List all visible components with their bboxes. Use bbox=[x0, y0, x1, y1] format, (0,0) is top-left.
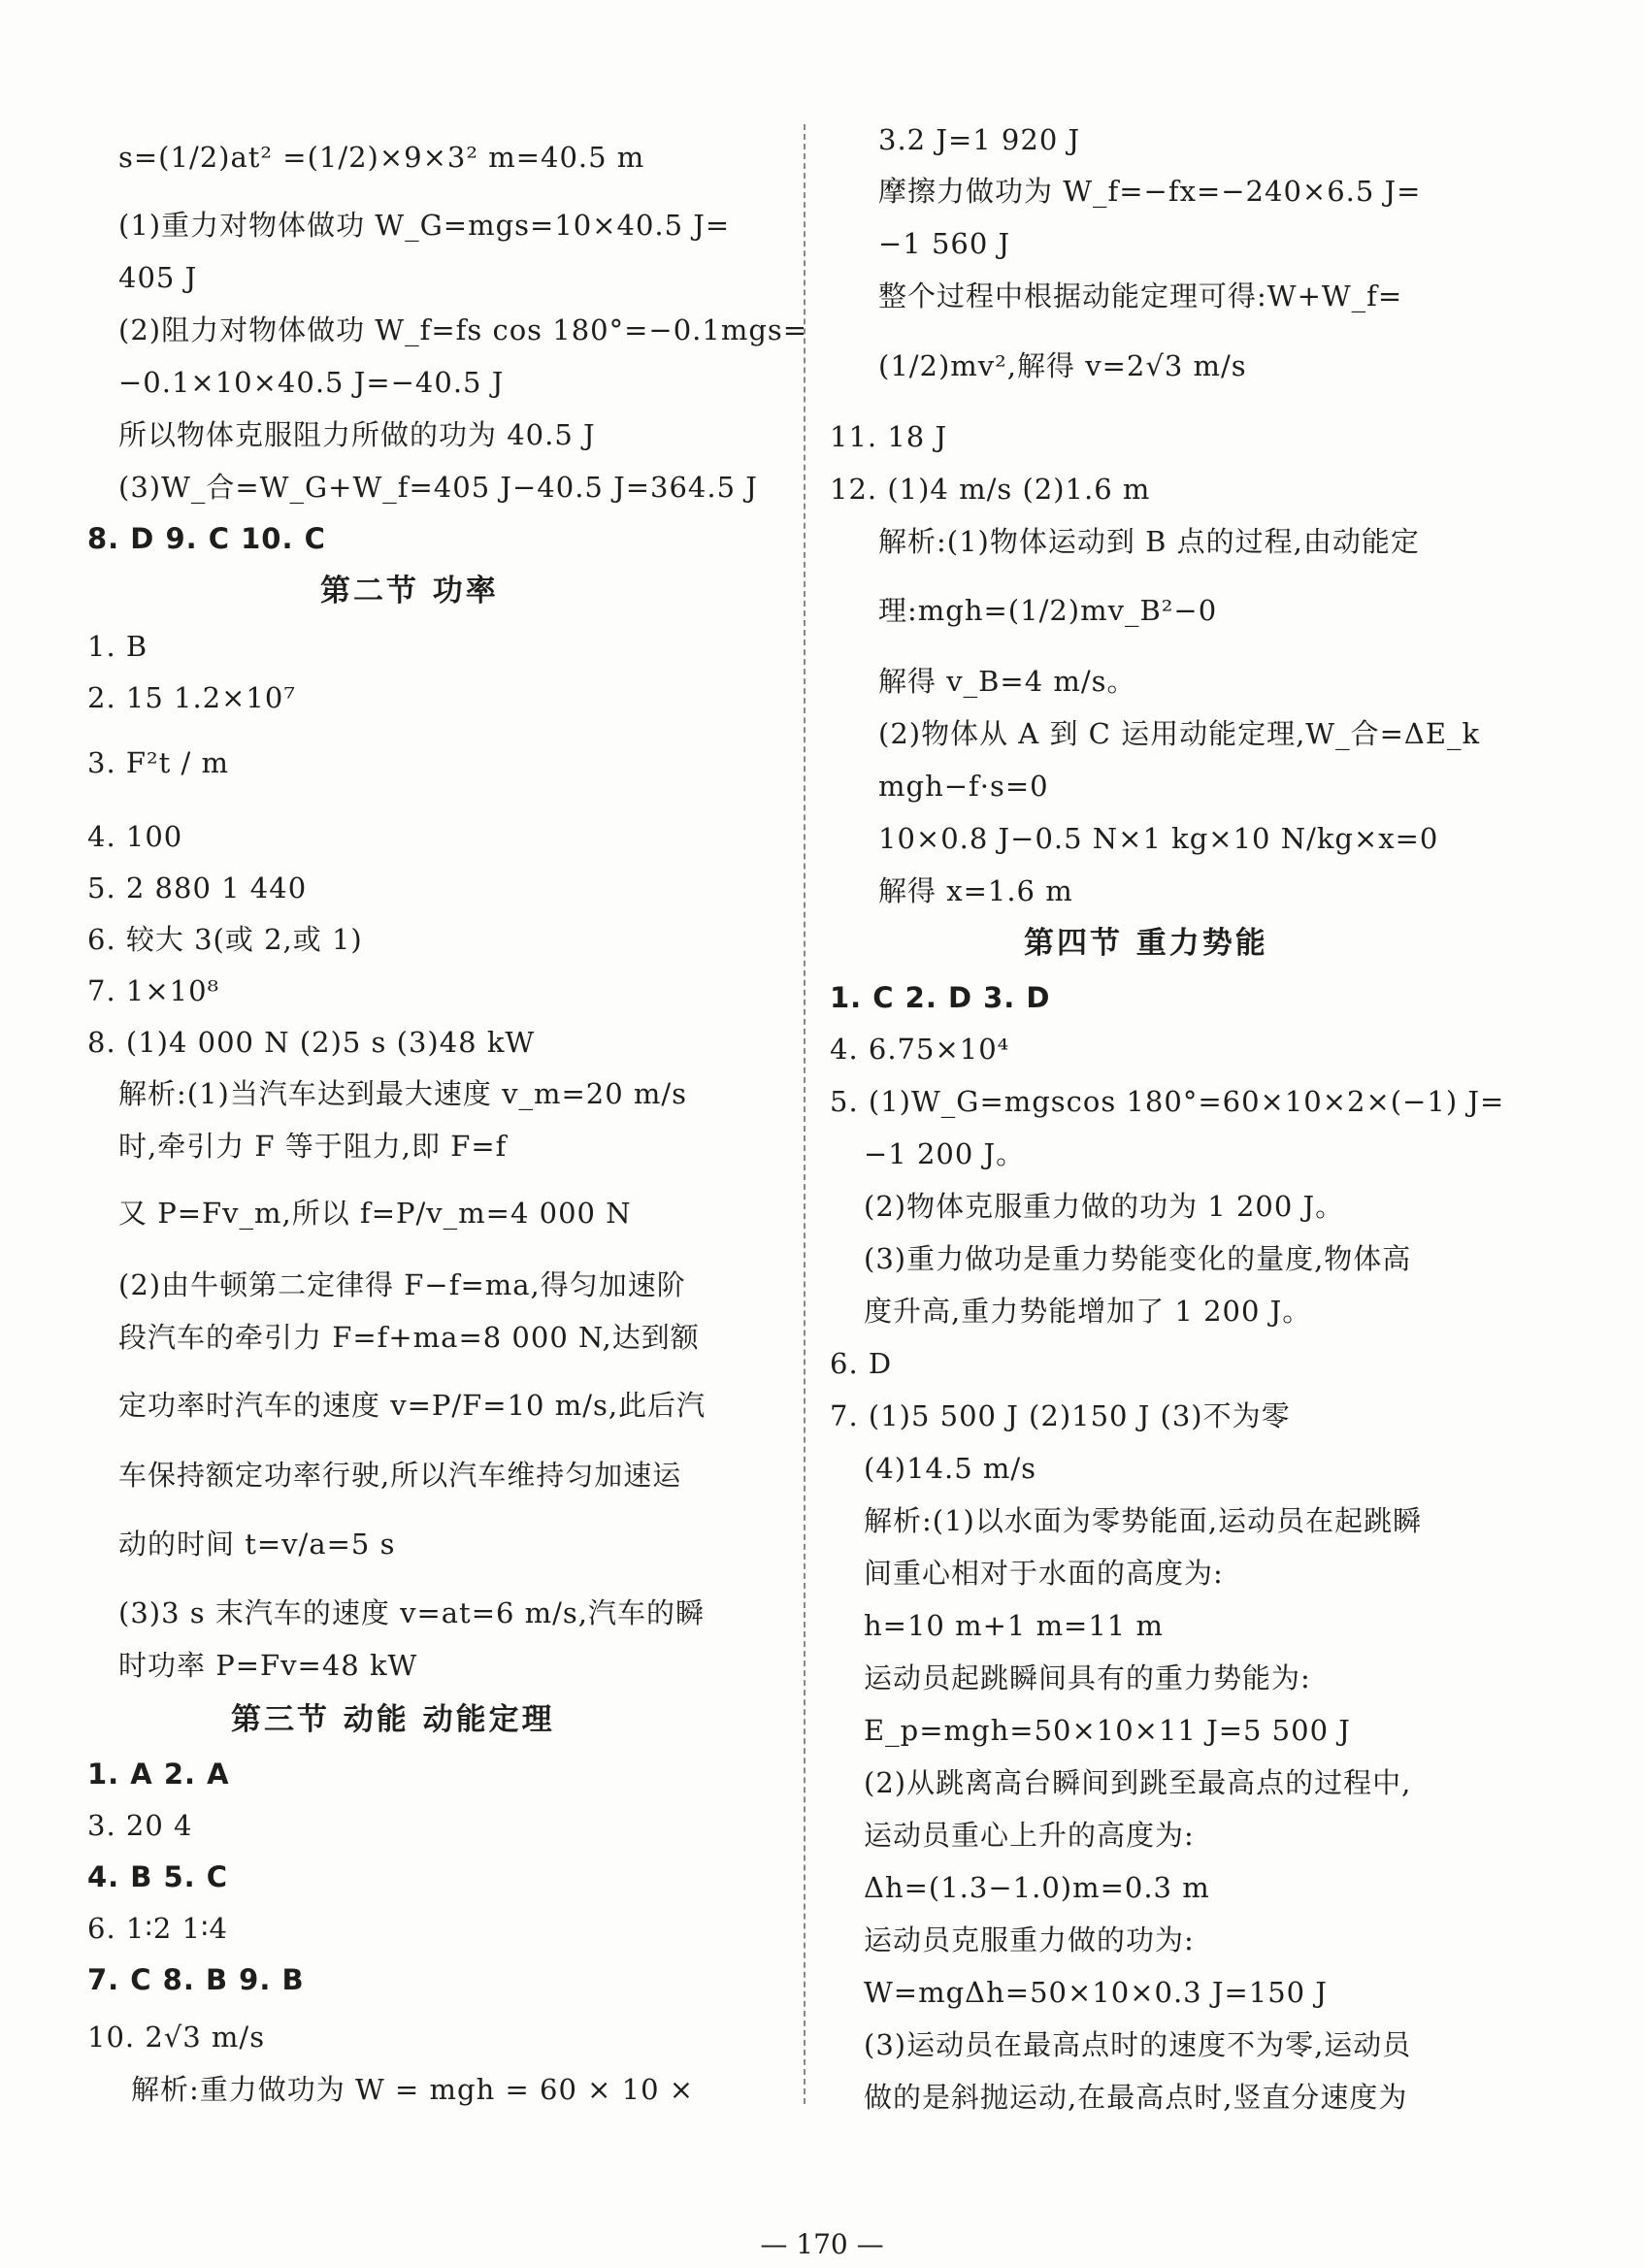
text-line: 定功率时汽车的速度 v=P/F=10 m/s,此后汽 bbox=[118, 1389, 707, 1422]
section-heading: 第四节 重力势能 bbox=[1024, 926, 1268, 961]
text-line: (2)物体克服重力做的功为 1 200 J。 bbox=[864, 1190, 1345, 1223]
answer-line: 8. (1)4 000 N (2)5 s (3)48 kW bbox=[87, 1026, 536, 1059]
analysis-line: 解析:(1)物体运动到 B 点的过程,由动能定 bbox=[878, 525, 1420, 558]
text-line: −1 200 J。 bbox=[864, 1137, 1026, 1170]
text-line: (3)W_合=W_G+W_f=405 J−40.5 J=364.5 J bbox=[118, 471, 758, 504]
text-line: 度升高,重力势能增加了 1 200 J。 bbox=[864, 1295, 1312, 1328]
answer-line: 3. F²t / m bbox=[87, 746, 229, 779]
analysis-line: 解析:(1)当汽车达到最大速度 v_m=20 m/s bbox=[118, 1077, 688, 1110]
text-line: (1/2)mv²,解得 v=2√3 m/s bbox=[878, 349, 1247, 382]
text-line: 运动员重心上升的高度为: bbox=[864, 1819, 1195, 1852]
text-line: (2)从跳离高台瞬间到跳至最高点的过程中, bbox=[864, 1766, 1412, 1799]
answer-line: 6. 较大 3(或 2,或 1) bbox=[87, 923, 363, 956]
text-line: 解得 v_B=4 m/s。 bbox=[878, 665, 1136, 698]
analysis-line: 解析:重力做功为 W = mgh = 60 × 10 × bbox=[131, 2073, 695, 2106]
answer-line: 1. A 2. A bbox=[87, 1758, 230, 1791]
text-line: (3)重力做功是重力势能变化的量度,物体高 bbox=[864, 1242, 1412, 1275]
answer-line: 1. B bbox=[87, 630, 148, 663]
answer-line: 2. 15 1.2×10⁷ bbox=[87, 681, 296, 714]
answer-line: 6. 1∶2 1∶4 bbox=[87, 1912, 229, 1945]
text-line: −1 560 J bbox=[878, 227, 1011, 260]
text-line: 10×0.8 J−0.5 N×1 kg×10 N/kg×x=0 bbox=[878, 822, 1439, 855]
answer-line: 10. 2√3 m/s bbox=[87, 2021, 266, 2054]
text-line: 做的是斜抛运动,在最高点时,竖直分速度为 bbox=[864, 2081, 1408, 2114]
text-line: 又 P=Fv_m,所以 f=P/v_m=4 000 N bbox=[118, 1197, 632, 1230]
answer-line: 11. 18 J bbox=[830, 420, 948, 453]
column-divider bbox=[804, 124, 806, 2104]
text-line: 动的时间 t=v/a=5 s bbox=[118, 1528, 396, 1561]
text-line: (1)重力对物体做功 W_G=mgs=10×40.5 J= bbox=[118, 209, 731, 242]
text-line: (3)运动员在最高点时的速度不为零,运动员 bbox=[864, 2028, 1412, 2061]
answer-line: 8. D 9. C 10. C bbox=[87, 522, 326, 555]
answer-line: 5. 2 880 1 440 bbox=[87, 871, 308, 904]
answer-line: 7. 1×10⁸ bbox=[87, 974, 220, 1007]
text-line: W=mgΔh=50×10×0.3 J=150 J bbox=[864, 1976, 1328, 2009]
text-line: 理:mgh=(1/2)mv_B²−0 bbox=[878, 594, 1218, 627]
answer-line: 5. (1)W_G=mgscos 180°=60×10×2×(−1) J= bbox=[830, 1085, 1505, 1118]
text-line: 段汽车的牵引力 F=f+ma=8 000 N,达到额 bbox=[118, 1321, 700, 1354]
text-line: (3)3 s 末汽车的速度 v=at=6 m/s,汽车的瞬 bbox=[118, 1596, 706, 1629]
answer-line: 3. 20 4 bbox=[87, 1809, 193, 1842]
answer-line: 12. (1)4 m/s (2)1.6 m bbox=[830, 473, 1151, 506]
text-line: 解得 x=1.6 m bbox=[878, 874, 1073, 907]
answer-line: 6. D bbox=[830, 1347, 893, 1380]
page-number: — 170 — bbox=[760, 2228, 884, 2260]
text-line: −0.1×10×40.5 J=−40.5 J bbox=[118, 366, 505, 399]
text-line: 摩擦力做功为 W_f=−fx=−240×6.5 J= bbox=[878, 175, 1422, 208]
text-line: h=10 m+1 m=11 m bbox=[864, 1609, 1164, 1642]
text-line: 运动员起跳瞬间具有的重力势能为: bbox=[864, 1661, 1311, 1694]
text-line: 整个过程中根据动能定理可得:W+W_f= bbox=[878, 279, 1403, 312]
text-line: 间重心相对于水面的高度为: bbox=[864, 1557, 1224, 1590]
text-line: 时功率 P=Fv=48 kW bbox=[118, 1649, 418, 1682]
text-line: (4)14.5 m/s bbox=[864, 1452, 1037, 1485]
text-line: 所以物体克服阻力所做的功为 40.5 J bbox=[118, 418, 596, 451]
section-heading: 第三节 动能 动能定理 bbox=[231, 1702, 555, 1737]
answer-line: 1. C 2. D 3. D bbox=[830, 981, 1051, 1014]
text-line: (2)物体从 A 到 C 运用动能定理,W_合=ΔE_k bbox=[878, 717, 1481, 750]
text-line: (2)由牛顿第二定律得 F−f=ma,得匀加速阶 bbox=[118, 1268, 686, 1301]
analysis-line: 解析:(1)以水面为零势能面,运动员在起跳瞬 bbox=[864, 1504, 1423, 1537]
equation-line: s=(1/2)at² =(1/2)×9×3² m=40.5 m bbox=[118, 141, 645, 174]
text-line: 车保持额定功率行驶,所以汽车维持匀加速运 bbox=[118, 1459, 682, 1492]
answer-line: 4. B 5. C bbox=[87, 1860, 229, 1893]
answer-line: 7. (1)5 500 J (2)150 J (3)不为零 bbox=[830, 1399, 1291, 1432]
text-line: 3.2 J=1 920 J bbox=[878, 123, 1081, 156]
text-line: (2)阻力对物体做功 W_f=fs cos 180°=−0.1mgs= bbox=[118, 313, 808, 346]
answer-line: 7. C 8. B 9. B bbox=[87, 1963, 305, 1996]
text-line: mgh−f·s=0 bbox=[878, 770, 1049, 803]
text-line: 时,牵引力 F 等于阻力,即 F=f bbox=[118, 1130, 508, 1163]
text-line: Δh=(1.3−1.0)m=0.3 m bbox=[864, 1871, 1210, 1904]
answer-line: 4. 100 bbox=[87, 820, 183, 853]
text-line: 405 J bbox=[118, 261, 198, 294]
section-heading: 第二节 功率 bbox=[320, 574, 499, 608]
answer-line: 4. 6.75×10⁴ bbox=[830, 1033, 1010, 1066]
text-line: 运动员克服重力做的功为: bbox=[864, 1923, 1195, 1956]
text-line: E_p=mgh=50×10×11 J=5 500 J bbox=[864, 1714, 1351, 1747]
